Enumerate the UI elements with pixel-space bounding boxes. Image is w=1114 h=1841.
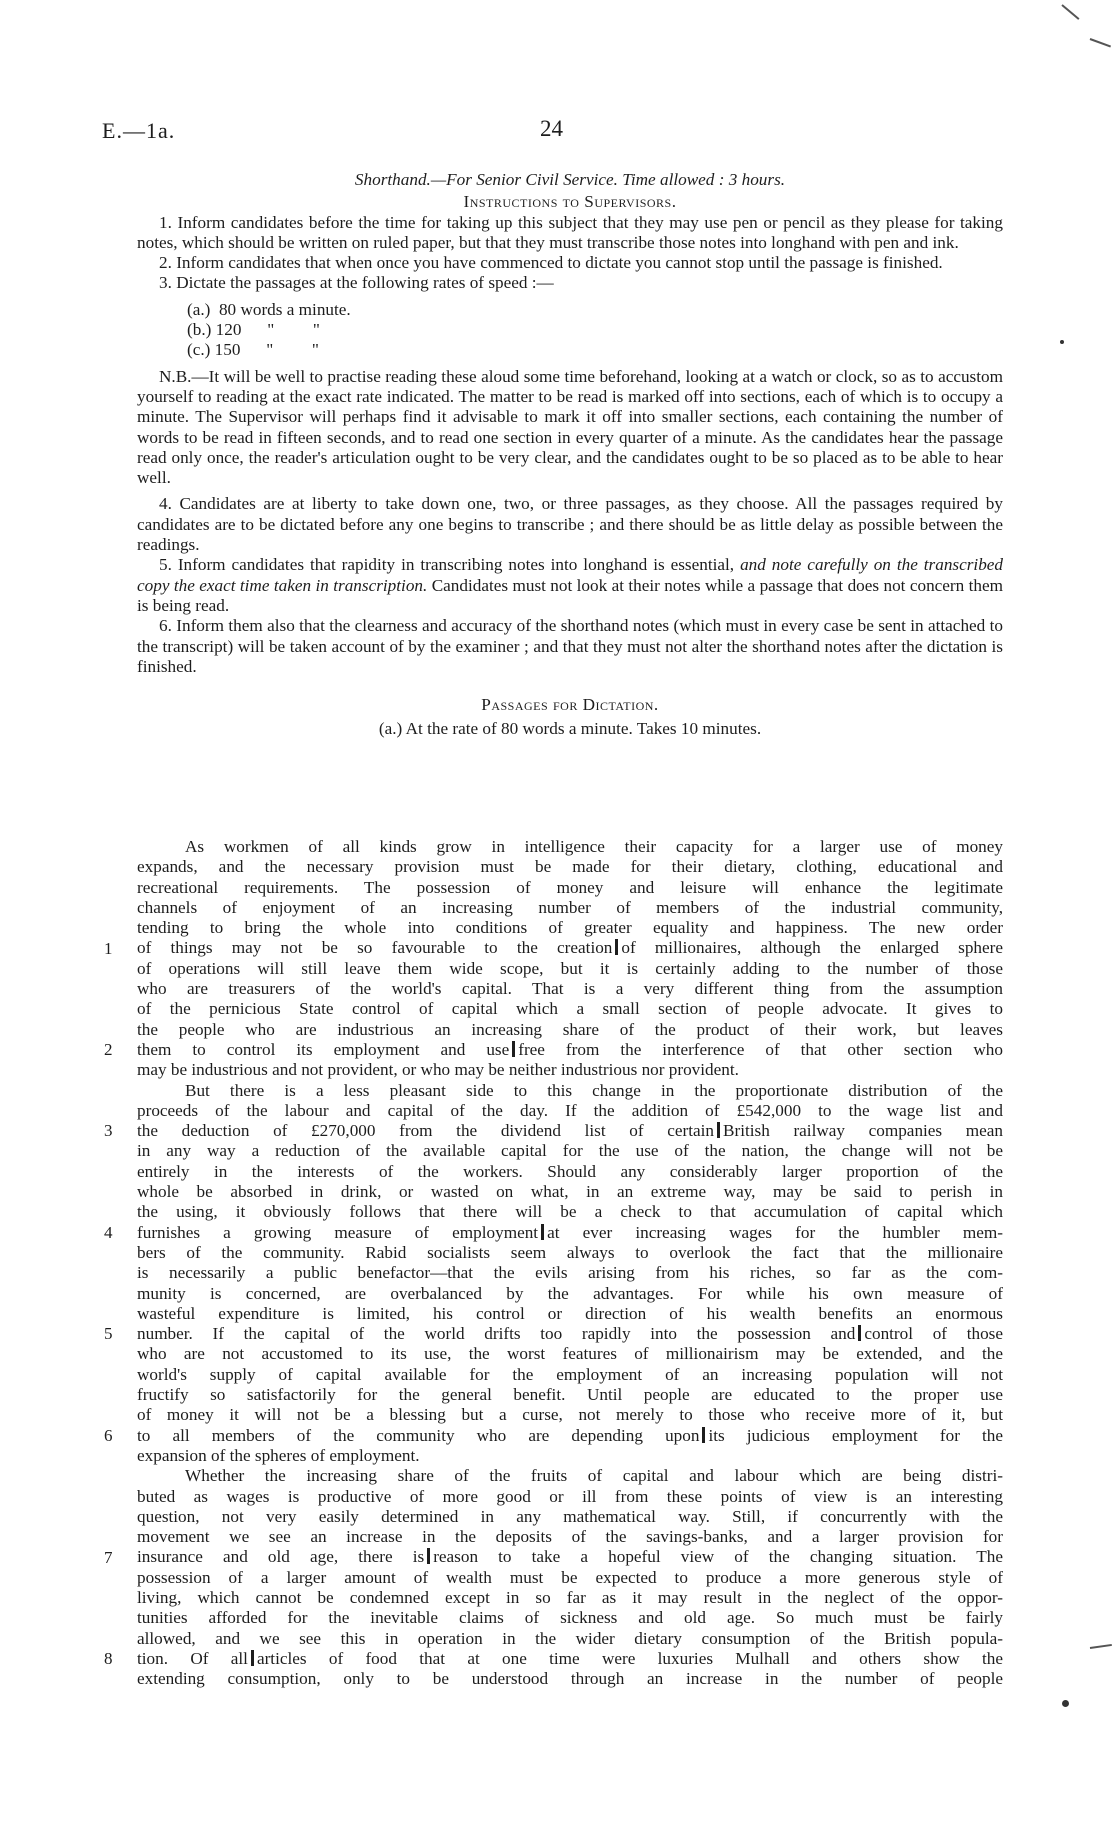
passage-line bbox=[137, 1040, 1003, 1060]
passage-line: expands, and the necessary provision must be made for their dietary, clothing, educational and bbox=[137, 857, 1003, 877]
passage-text: articles of food that at one time were luxuries Mulhall and others show the bbox=[256, 1648, 1003, 1668]
passage-line bbox=[137, 1223, 1003, 1243]
scan-mark bbox=[1090, 1644, 1112, 1649]
passage-line bbox=[137, 1324, 1003, 1344]
section-divider-mark bbox=[541, 1224, 544, 1240]
passage-text: control of those bbox=[864, 1324, 1003, 1344]
scan-mark bbox=[1090, 38, 1111, 47]
passage-line: As workmen of all kinds grow in intelligence their capacity for a larger use of money bbox=[185, 837, 1003, 856]
passage-line: living, which cannot be condemned except in so far as it may result in the neglect of the oppor- bbox=[137, 1587, 1003, 1607]
passage-text: of things may not be so favourable to the creation bbox=[137, 938, 613, 958]
minute-number: 5 bbox=[104, 1324, 113, 1344]
section-divider-mark bbox=[251, 1650, 254, 1666]
passage-line: world's supply of capital available for the employment of an increasing population will not bbox=[137, 1364, 1003, 1384]
scan-dot bbox=[1060, 340, 1064, 344]
instructions-section bbox=[137, 170, 1003, 740]
passage-line: in any way a reduction of the available capital for the use of the nation, the change will not be bbox=[137, 1141, 1003, 1161]
passage-line: proceeds of the labour and capital of the day. If the addition of £542,000 to the wage list and bbox=[137, 1100, 1003, 1120]
passage-line: whole be absorbed in drink, or wasted on what, in an extreme way, may be said to perish in bbox=[137, 1182, 1003, 1202]
instruction-5-emphasis: and note carefully on the transcribed copy the exact time taken in transcription. bbox=[137, 555, 1004, 595]
passage-line: the using, it obviously follows that there will be a check to that accumulation of capital which bbox=[137, 1202, 1003, 1222]
passage-text: the deduction of £270,000 from the dividend list of certain bbox=[137, 1121, 714, 1141]
passage-line bbox=[137, 1649, 1003, 1669]
passage-line: Whether the increasing share of the fruits of capital and labour which are being distri- bbox=[185, 1466, 1003, 1486]
passage-line: expansion of the spheres of employment. bbox=[137, 1445, 420, 1465]
passage-line: who are not accustomed to its use, the worst features of millionairism may be extended, and the bbox=[137, 1344, 1003, 1364]
passage-line: buted as wages is productive of more good or ill from these points of view is an interesting bbox=[137, 1486, 1003, 1506]
instruction-4: 4. Candidates are at liberty to take down one, two, or three passages, as they choose. All the passages required by candidates are to be dictated before any one begins to transcribe ; and there should be as little delay as possible between the readings. bbox=[137, 494, 1003, 555]
passage-text: at ever increasing wages for the humbler mem- bbox=[547, 1222, 1003, 1242]
minute-number: 8 bbox=[104, 1649, 113, 1668]
passage-text: insurance and old age, there is bbox=[137, 1547, 425, 1567]
passage-line: of the pernicious State control of capital which a small section of people advocate. It gives to bbox=[137, 999, 1003, 1019]
instruction-5 bbox=[137, 555, 1003, 616]
section-divider-mark bbox=[717, 1122, 720, 1138]
passage-line: movement we see an increase in the deposits of the savings-banks, and a larger provision for bbox=[137, 1527, 1003, 1547]
instruction-5-start: 5. Inform candidates that rapidity in transcribing notes into longhand is essential, bbox=[159, 555, 735, 575]
passage-text: free from the interference of that other section who bbox=[518, 1039, 1003, 1059]
instruction-6: 6. Inform them also that the clearness and accuracy of the shorthand notes (which must in every case be sent in attached to the transcript) will be taken account of by the examiner ; and that they must not alter the shorthand notes after the dictation is finished. bbox=[137, 616, 1003, 676]
passage-line: entirely in the interests of the workers. Should any considerably larger proportion of the bbox=[137, 1161, 1003, 1181]
passage-line: channels of enjoyment of an increasing number of members of the industrial community, bbox=[137, 897, 1003, 917]
passage-line: wasteful expenditure is limited, his control or direction of his wealth benefits an enormous bbox=[137, 1303, 1003, 1323]
instruction-1: 1. Inform candidates before the time for taking up this subject that they may use pen or pencil as they please for taking notes, which should be written on ruled paper, but that they must transcribe those notes into longhand with pen and ink. bbox=[137, 212, 1003, 252]
nota-bene: N.B.—It will be well to practise reading these aloud some time beforehand, looking at a watch or clock, so as to accustom yourself to reading at the exact rate indicated. The matter to be read is marked off into sections, each of which is to occupy a minute. The Supervisor will perhaps find it advisable to mark it off into smaller sections, each containing the number of words to be read in fifteen seconds, and to read one section in every quarter of a minute. As the candidates hear the passage read only once, the reader's articulation ought to be very clear, and the candidates ought to be so placed as to be able to hear well. bbox=[137, 366, 1003, 488]
passage-line bbox=[137, 938, 1003, 958]
passage-text: to all members of the community who are depending upon bbox=[137, 1425, 700, 1445]
passage-line: But there is a less pleasant side to this change in the proportionate distribution of the bbox=[185, 1080, 1003, 1100]
minute-number: 1 bbox=[104, 938, 113, 958]
passage-text: number. If the capital of the world drifts too rapidly into the possession and bbox=[137, 1324, 856, 1344]
paper-title: Shorthand.—For Senior Civil Service. Time allowed : 3 hours. bbox=[354, 170, 786, 189]
minute-number: 2 bbox=[104, 1040, 113, 1059]
passage-line: possession of a larger amount of wealth must be expected to produce a more generous style of bbox=[137, 1567, 1003, 1587]
passage-text: of millionaires, although the enlarged sphere bbox=[621, 938, 1003, 958]
passage-line: fructify so satisfactorily for the general benefit. Until people are educated to the proper use bbox=[137, 1385, 1003, 1405]
passage-line: the people who are industrious an increasing share of the product of their work, but leaves bbox=[137, 1019, 1003, 1039]
passage-text: reason to take a hopeful view of the changing situation. The bbox=[433, 1547, 1003, 1567]
passage-line: allowed, and we see this in operation in the wider dietary consumption of the British popula- bbox=[137, 1628, 1003, 1648]
passage-line: question, not very easily determined in any mathematical way. Still, if concurrently with the bbox=[137, 1506, 1003, 1526]
passage-line: of money it will not be a blessing but a curse, not merely to those who receive more of it, but bbox=[137, 1405, 1003, 1425]
minute-number: 3 bbox=[104, 1121, 113, 1141]
passage-text: them to control its employment and use bbox=[137, 1039, 510, 1059]
passage-text: British railway companies mean bbox=[723, 1121, 1003, 1141]
passage-text: tion. Of all bbox=[137, 1648, 248, 1668]
passage-a-heading: (a.) At the rate of 80 words a minute. Takes 10 minutes. bbox=[378, 719, 762, 739]
passage-line: extending consumption, only to be understood through an increase in the number of people bbox=[137, 1669, 1003, 1689]
passage-line: is necessarily a public benefactor—that the evils arising from his riches, so far as the com- bbox=[137, 1263, 1003, 1283]
passage-line: tending to bring the whole into conditions of greater equality and happiness. The new order bbox=[137, 918, 1003, 938]
section-divider-mark bbox=[427, 1548, 430, 1564]
passage-line: of operations will still leave them wide scope, but it is certainly adding to the number of those bbox=[137, 958, 1003, 978]
passage-line: recreational requirements. The possession of money and leisure will enhance the legitimate bbox=[137, 877, 1003, 897]
minute-number: 7 bbox=[104, 1547, 113, 1567]
minute-number: 4 bbox=[104, 1222, 113, 1242]
passage-line bbox=[137, 1426, 1003, 1446]
section-divider-mark bbox=[512, 1041, 515, 1057]
passage-line: who are treasurers of the world's capital. That is a very different thing from the assumption bbox=[137, 979, 1003, 999]
passage-line: munity is concerned, are overbalanced by the advantages. For while his own measure of bbox=[137, 1283, 1003, 1303]
speed-rates-list bbox=[187, 300, 1003, 361]
instructions-heading: Instructions to Supervisors. bbox=[463, 192, 677, 212]
section-divider-mark bbox=[615, 939, 618, 955]
section-divider-mark bbox=[858, 1325, 861, 1341]
passage-line: bers of the community. Rabid socialists seem always to overlook the fact that the millionaire bbox=[137, 1242, 1003, 1262]
passage-line bbox=[137, 1547, 1003, 1567]
instruction-5-end: Candidates must not look at their notes while a passage that does not concern them is being read. bbox=[137, 575, 1003, 615]
passage-line: may be industrious and not provident, or who may be neither industrious nor provident. bbox=[137, 1060, 739, 1080]
passage-line: tunities afforded for the inevitable claims of sickness and old age. So much must be fairly bbox=[137, 1608, 1003, 1628]
rate-b: (b.) 120 " " bbox=[187, 320, 320, 340]
section-divider-mark bbox=[702, 1427, 705, 1443]
page-number: 24 bbox=[540, 116, 563, 141]
document-reference: E.—1a. bbox=[102, 118, 176, 143]
scan-dot bbox=[1062, 1700, 1069, 1707]
dictation-passage bbox=[137, 837, 1003, 1689]
rate-a: (a.) 80 words a minute. bbox=[187, 299, 351, 319]
passage-text: furnishes a growing measure of employment bbox=[137, 1222, 539, 1242]
passage-line bbox=[137, 1121, 1003, 1141]
rate-c: (c.) 150 " " bbox=[187, 340, 319, 360]
scan-mark bbox=[1061, 4, 1079, 20]
instruction-3: 3. Dictate the passages at the following rates of speed :— bbox=[159, 273, 554, 293]
passage-text: its judicious employment for the bbox=[708, 1425, 1003, 1445]
passages-heading: Passages for Dictation. bbox=[481, 695, 659, 715]
minute-number: 6 bbox=[104, 1425, 113, 1445]
instruction-2: 2. Inform candidates that when once you have commenced to dictate you cannot stop until the passage is finished. bbox=[159, 253, 943, 273]
